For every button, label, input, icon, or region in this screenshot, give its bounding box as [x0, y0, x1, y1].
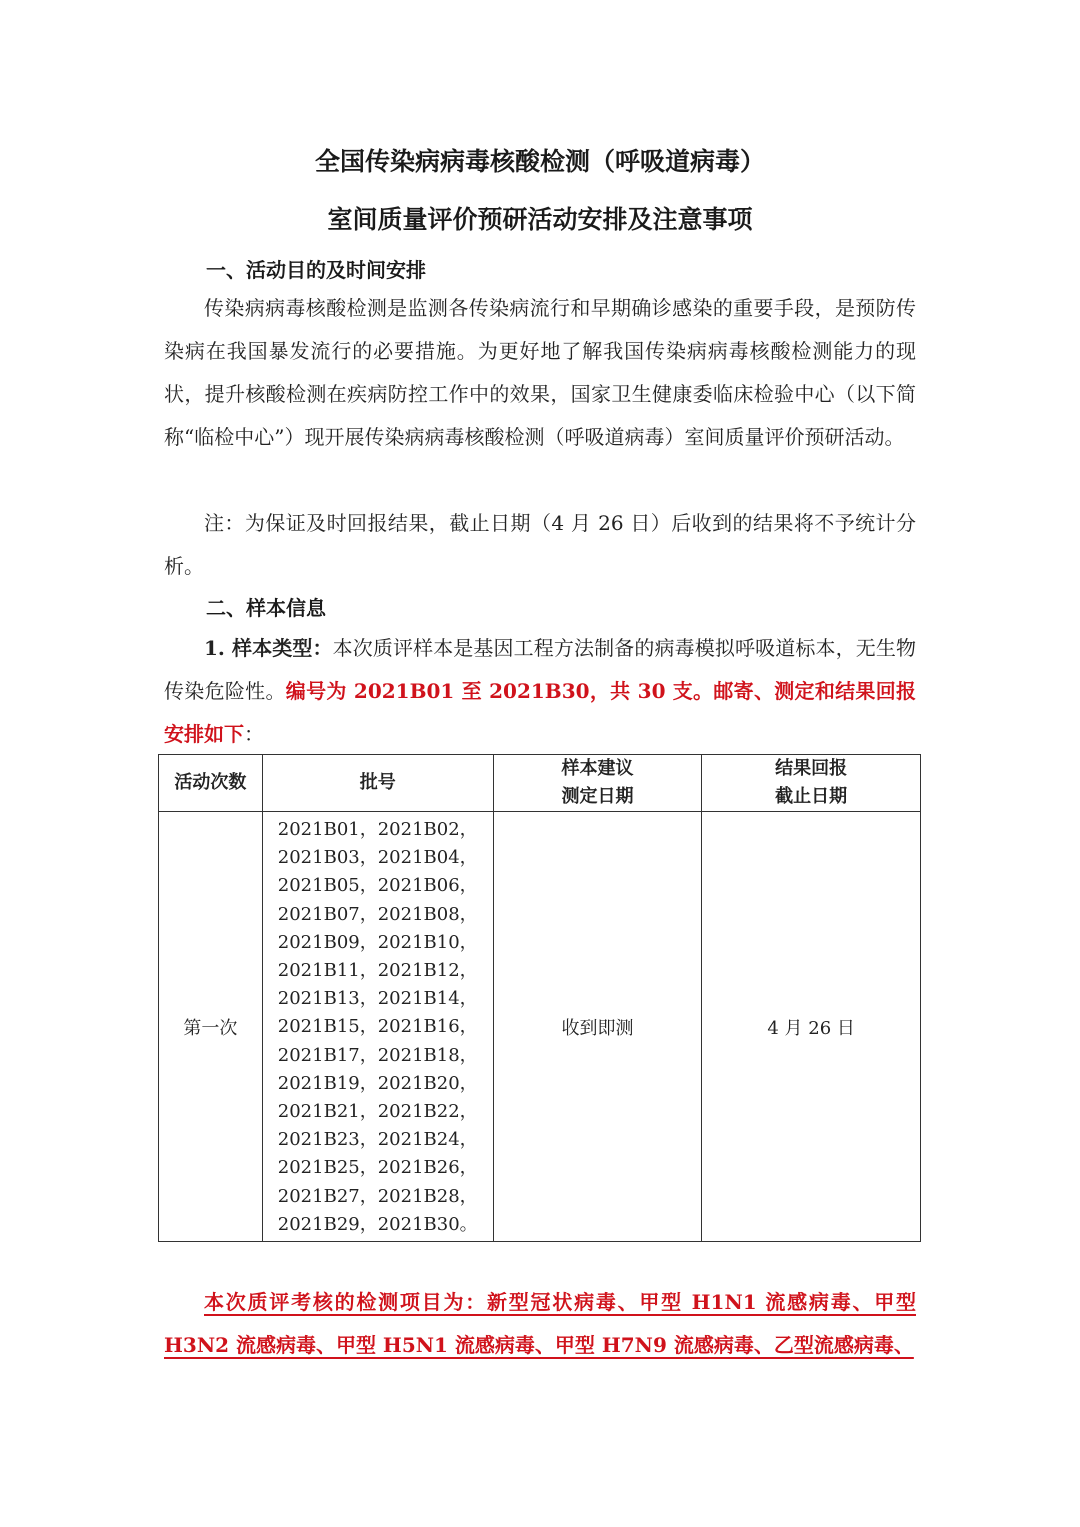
batch-line: 2021B21，2021B22， — [277, 1101, 478, 1123]
test-items-text: 本次质评考核的检测项目为：新型冠状病毒、甲型 H1N1 流感病毒、甲型 H3N2 流感病毒、甲型 H5N1 流感病毒、甲型 H7N9 流感病毒、乙型流感病毒、 — [164, 1290, 916, 1357]
header-batch-label: 批号 — [359, 772, 396, 793]
test-items-note — [164, 1281, 916, 1367]
batch-line: 2021B27，2021B28， — [277, 1185, 478, 1207]
test-date-value: 收到即测 — [561, 1017, 634, 1039]
batch-line: 2021B29，2021B30。 — [277, 1213, 478, 1235]
header-test-date-label: 样本建议 测定日期 — [561, 758, 634, 807]
section2-heading: 二、样本信息 — [206, 596, 326, 620]
batch-line: 2021B13，2021B14， — [277, 988, 478, 1010]
batch-line: 2021B11，2021B12， — [277, 960, 478, 982]
batch-line: 2021B09，2021B10， — [277, 931, 478, 953]
section2-paragraph — [164, 627, 916, 756]
batch-line: 2021B01，2021B02， — [277, 819, 478, 840]
header-batch — [262, 755, 493, 812]
batch-cell — [262, 812, 493, 1242]
table-header-row — [159, 755, 921, 812]
table-row — [159, 812, 921, 1242]
batch-line: 2021B07，2021B08， — [277, 903, 478, 925]
batch-line: 2021B23，2021B24， — [277, 1129, 478, 1151]
schedule-table — [158, 754, 921, 1242]
section1-paragraph: 传染病病毒核酸检测是监测各传染病流行和早期确诊感染的重要手段，是预防传染病在我国暴发流行的必要措施。为更好地了解我国传染病病毒核酸检测能力的现状，提升核酸检测在疾病防控工作中的效果，国家卫生健康委临床检验中心（以下简称“临检中心”）现开展传染病病毒核酸检测（呼吸道病毒）室间质量评价预研活动。 — [164, 296, 916, 449]
batch-line: 2021B03，2021B04， — [277, 847, 478, 869]
batch-line: 2021B25，2021B26， — [277, 1157, 478, 1179]
document-title-line2: 室间质量评价预研活动安排及注意事项 — [327, 205, 753, 234]
sample-type-label: 1. 样本类型： — [204, 636, 333, 660]
batch-line: 2021B05，2021B06， — [277, 875, 478, 897]
document-title-line1: 全国传染病病毒核酸检测（呼吸道病毒） — [314, 147, 765, 176]
test-date-cell — [493, 812, 702, 1242]
header-round-label: 活动次数 — [174, 772, 247, 793]
section1-note: 注：为保证及时回报结果，截止日期（4 月 26 日）后收到的结果将不予统计分析。 — [164, 511, 916, 578]
batch-line: 2021B17，2021B18， — [277, 1044, 478, 1066]
batch-line: 2021B15，2021B16， — [277, 1016, 478, 1038]
section1-heading: 一、活动目的及时间安排 — [206, 258, 426, 282]
sample-number-highlight: 编号为 2021B01 至 2021B30，共 30 支。邮寄、测定和结果回报安排如下 — [164, 679, 917, 746]
batch-line: 2021B19，2021B20， — [277, 1072, 478, 1094]
sample-colon: ： — [244, 722, 264, 746]
round-value: 第一次 — [183, 1017, 238, 1039]
sample-type-text: 本次质评样本是基因工程方法制备的病毒模拟呼吸道标本，无生物传染危险性。 — [164, 636, 917, 703]
deadline-cell — [702, 812, 921, 1242]
header-deadline-label: 结果回报 截止日期 — [775, 758, 848, 807]
round-cell — [159, 812, 263, 1242]
header-deadline — [702, 755, 921, 812]
deadline-value: 4 月 26 日 — [767, 1017, 855, 1039]
header-round — [159, 755, 263, 812]
header-test-date — [493, 755, 702, 812]
